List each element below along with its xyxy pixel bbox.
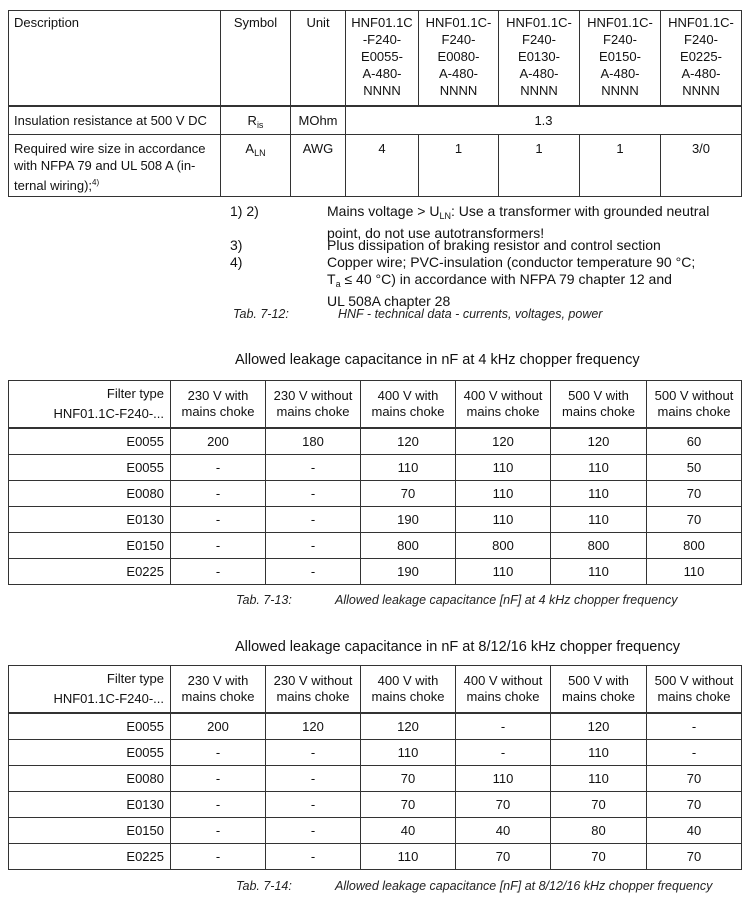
- header-col: 230 V with mains choke: [171, 381, 266, 429]
- row-value: 1: [419, 135, 499, 197]
- footnote-text: Plus dissipation of braking resistor and control section: [327, 237, 661, 253]
- caption-text: Allowed leakage capacitance [nF] at 8/12/16 kHz chopper frequency: [335, 879, 713, 893]
- table-header-row: [9, 666, 742, 714]
- header-symbol: Symbol: [221, 11, 291, 107]
- table-header-row: [9, 381, 742, 429]
- row-value: 3/0: [661, 135, 742, 197]
- caption-label: Tab. 7-13:: [236, 593, 292, 607]
- header-col: 500 V without mains choke: [647, 666, 742, 714]
- header-col: 230 V with mains choke: [171, 666, 266, 714]
- header-model-e0080: HNF01.1C- F240- E0080- A-480- NNNN: [419, 11, 499, 107]
- caption-label: Tab. 7-12:: [233, 307, 289, 321]
- table-row: E0225 - - 190 110 110 110: [9, 559, 742, 585]
- caption-label: Tab. 7-14:: [236, 879, 292, 893]
- footnote-text: Mains voltage > $U_{LN}$: Use a transformer with grounded neutral point, do not use autotransformers!: [327, 203, 710, 241]
- header-description: Description: [9, 11, 221, 107]
- leakage-4khz-table: [8, 380, 742, 585]
- table-row: E0055 - - 110 110 110 50: [9, 455, 742, 481]
- row-merged-value: 1.3: [346, 106, 742, 135]
- table-row: E0130 - - 190 110 110 70: [9, 507, 742, 533]
- row-value: 1: [499, 135, 580, 197]
- header-filter-type: Filter type HNF01.1C-F240-...: [9, 666, 171, 714]
- row-symbol: $A_{LN}$: [221, 135, 291, 197]
- row-unit: AWG: [291, 135, 346, 197]
- footnote-label: 1) 2): [230, 203, 259, 219]
- table-row: E0055 200 120 120 - 120 -: [9, 713, 742, 740]
- footnote-text: Copper wire; PVC-insulation (conductor temperature 90 °C; $T_a \le 40$ °C) in accordance with NFPA 79 chapter 12 and UL 508A chapter 28: [327, 254, 696, 309]
- table-row: E0080 - - 70 110 110 70: [9, 481, 742, 507]
- table-row: E0150 - - 40 40 80 40: [9, 818, 742, 844]
- table-title: Allowed leakage capacitance in nF at 4 kHz chopper frequency: [235, 352, 640, 368]
- table-row: E0080 - - 70 110 110 70: [9, 766, 742, 792]
- header-col: 230 V without mains choke: [266, 666, 361, 714]
- header-col: 400 V with mains choke: [361, 381, 456, 429]
- table-header-row: [9, 11, 742, 107]
- caption-text: HNF - technical data - currents, voltages, power: [338, 307, 603, 321]
- header-col: 400 V without mains choke: [456, 381, 551, 429]
- header-col: 500 V without mains choke: [647, 381, 742, 429]
- header-col: 230 V without mains choke: [266, 381, 361, 429]
- leakage-8-12-16khz-table: [8, 665, 742, 870]
- table-row: [9, 106, 742, 135]
- header-model-e0130: HNF01.1C- F240- E0130- A-480- NNNN: [499, 11, 580, 107]
- header-model-e0055: HNF01.1C -F240- E0055- A-480- NNNN: [346, 11, 419, 107]
- header-col: 500 V with mains choke: [551, 666, 647, 714]
- row-unit: MOhm: [291, 106, 346, 135]
- table-row: E0055 200 180 120 120 120 60: [9, 428, 742, 455]
- footnote-label: 3): [230, 237, 243, 253]
- header-model-e0150: HNF01.1C- F240- E0150- A-480- NNNN: [580, 11, 661, 107]
- row-symbol: $R_{is}$: [221, 106, 291, 135]
- row-description: Required wire size in accordance with NFPA 79 and UL 508 A (in-ternal wiring);$^{4)}$: [9, 135, 221, 197]
- header-filter-type: Filter type HNF01.1C-F240-...: [9, 381, 171, 429]
- header-col: 500 V with mains choke: [551, 381, 647, 429]
- header-unit: Unit: [291, 11, 346, 107]
- footnote-label: 4): [230, 254, 243, 270]
- table-row: E0225 - - 110 70 70 70: [9, 844, 742, 870]
- table-row: E0130 - - 70 70 70 70: [9, 792, 742, 818]
- row-description: Insulation resistance at 500 V DC: [9, 106, 221, 135]
- table-row: E0055 - - 110 - 110 -: [9, 740, 742, 766]
- table-row: [9, 135, 742, 197]
- table-title: Allowed leakage capacitance in nF at 8/12/16 kHz chopper frequency: [235, 639, 680, 655]
- row-value: 1: [580, 135, 661, 197]
- caption-text: Allowed leakage capacitance [nF] at 4 kHz chopper frequency: [335, 593, 678, 607]
- header-model-e0225: HNF01.1C- F240- E0225- A-480- NNNN: [661, 11, 742, 107]
- technical-data-table: [8, 10, 742, 197]
- header-col: 400 V with mains choke: [361, 666, 456, 714]
- row-value: 4: [346, 135, 419, 197]
- table-row: E0150 - - 800 800 800 800: [9, 533, 742, 559]
- header-col: 400 V without mains choke: [456, 666, 551, 714]
